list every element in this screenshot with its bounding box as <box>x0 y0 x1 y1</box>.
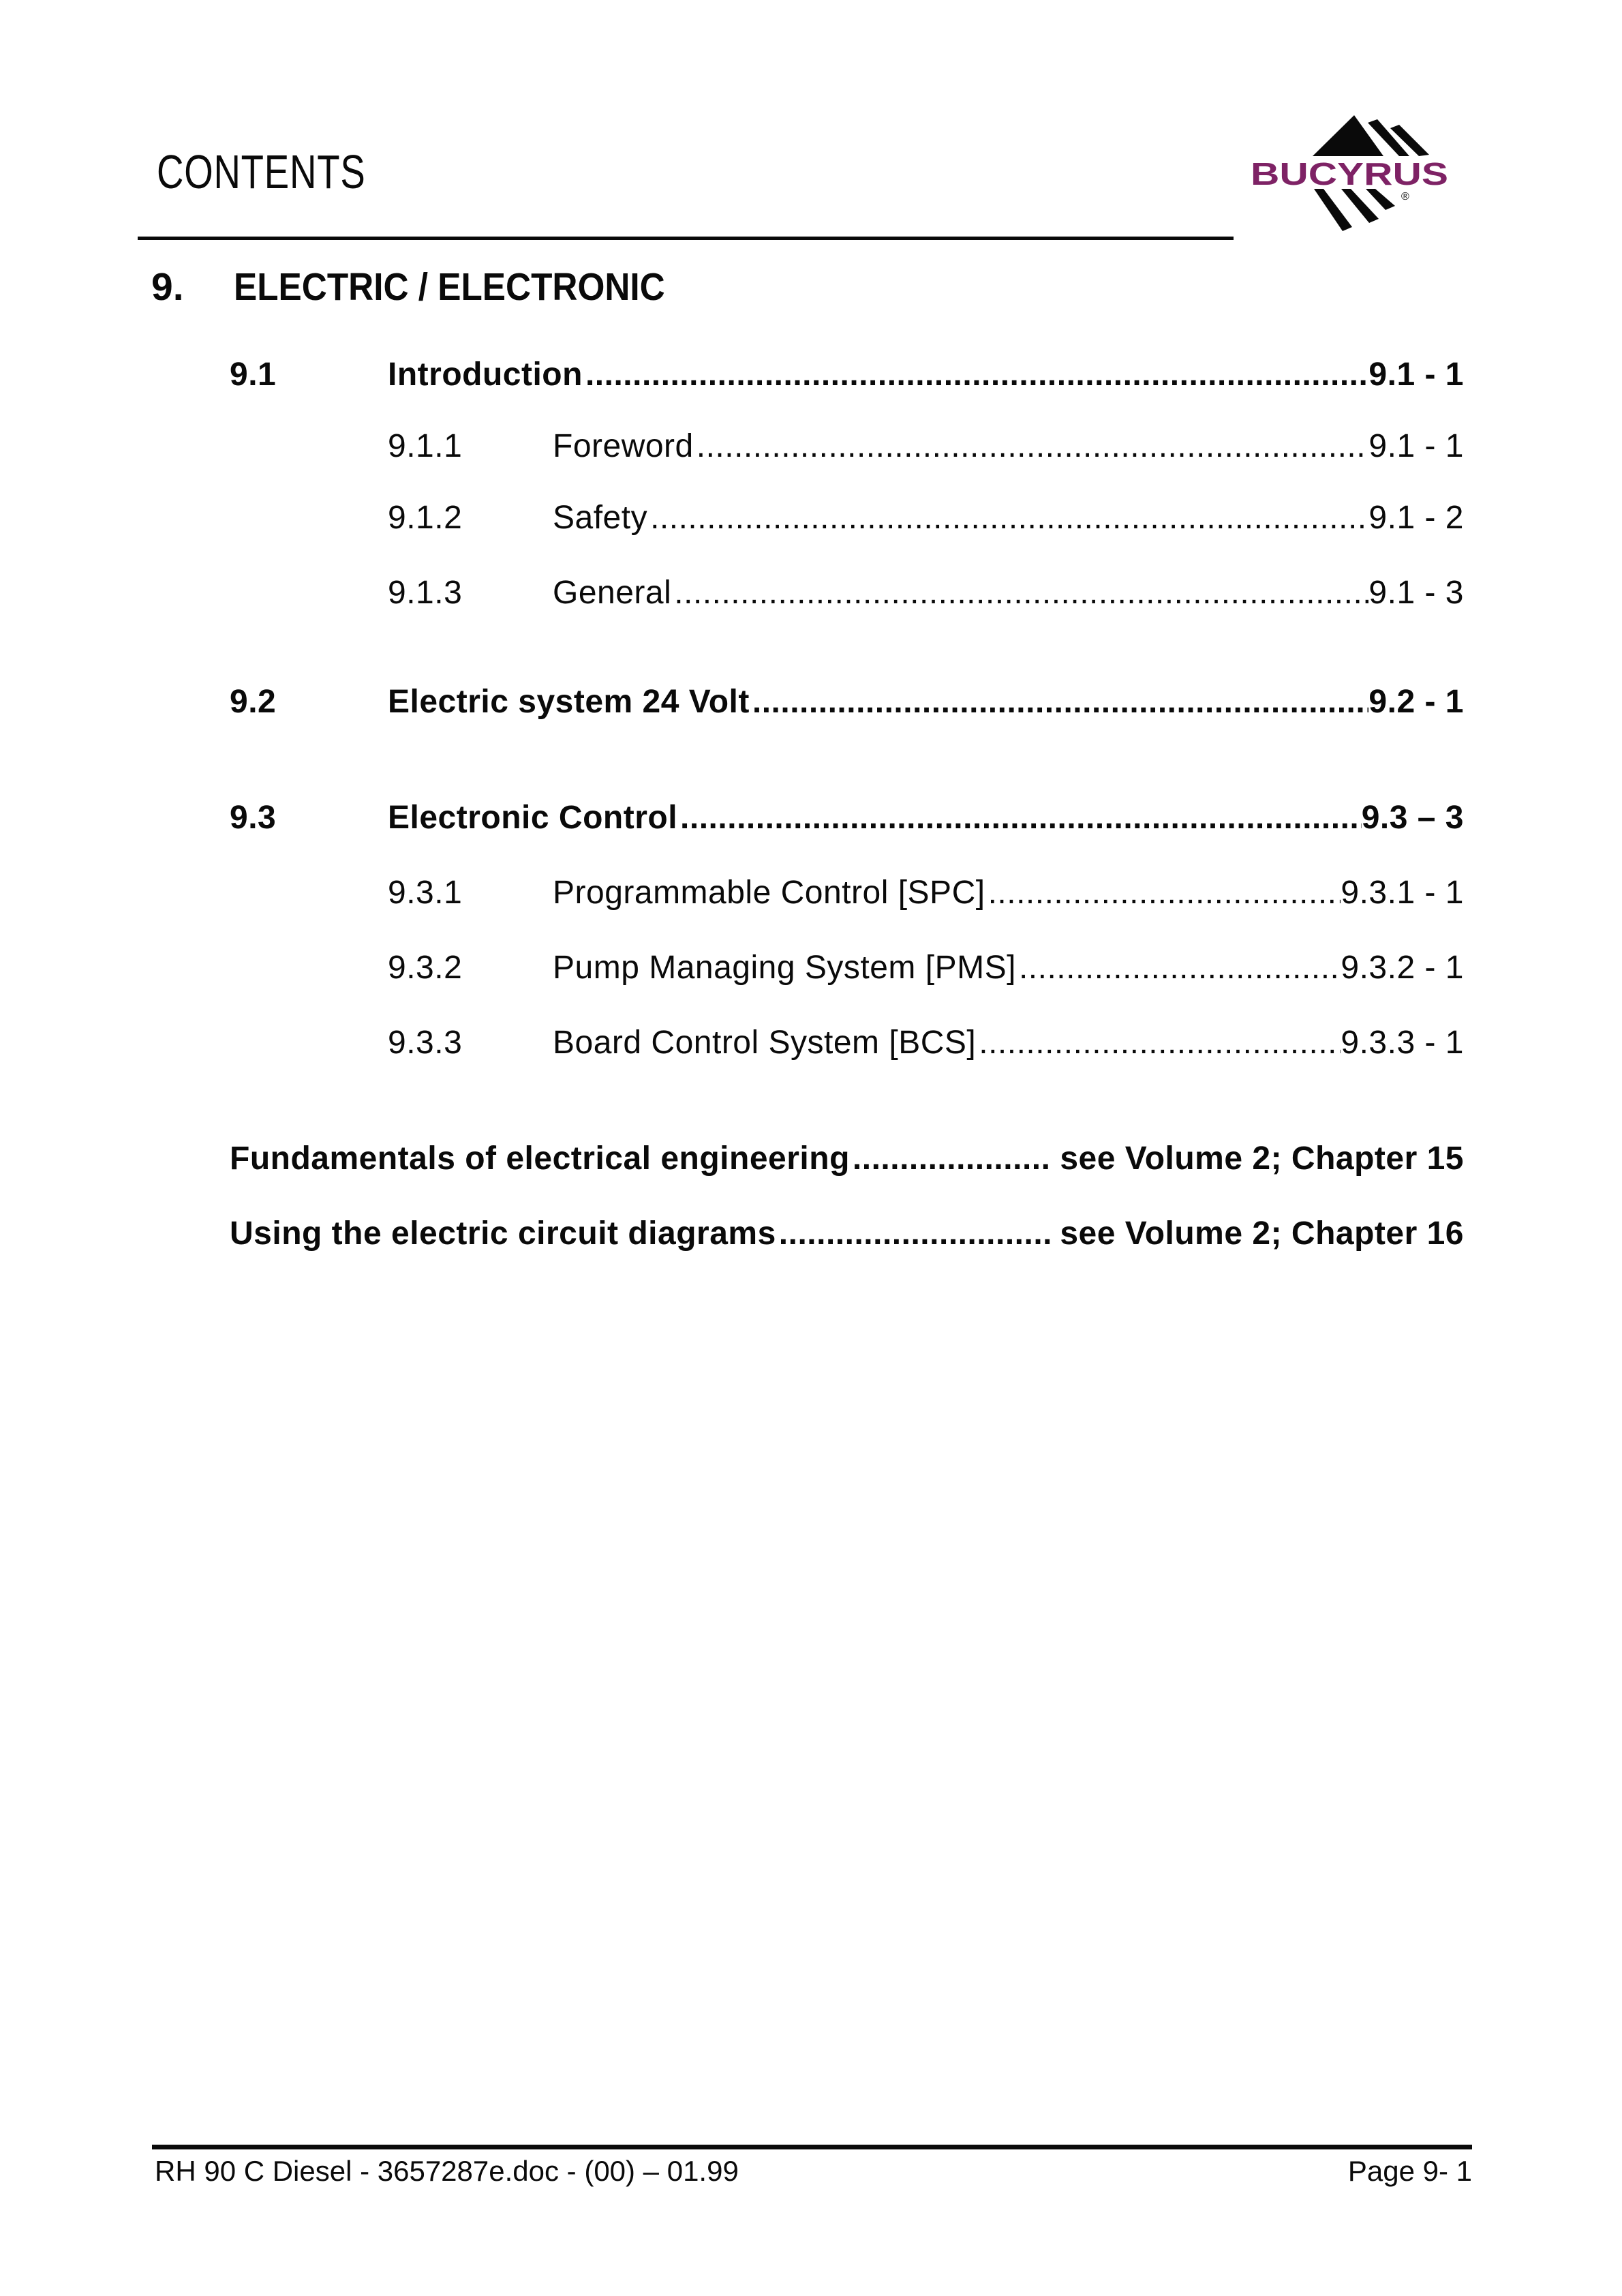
bucyrus-logo <box>1234 102 1465 239</box>
toc-number: 9.1.3 <box>388 575 463 611</box>
dot-leader <box>585 357 1368 393</box>
dot-leader <box>697 429 1369 464</box>
toc-title: Electronic Control <box>388 800 678 836</box>
toc-number: 9.3.3 <box>388 1025 463 1061</box>
toc-page-ref: 9.1 - 2 <box>1368 500 1464 536</box>
toc-title: Pump Managing System [PMS] <box>553 950 1016 986</box>
toc-title: General <box>553 575 672 611</box>
toc-row-9-3 <box>230 800 1464 836</box>
toc-page-ref: 9.1 - 1 <box>1368 428 1464 464</box>
toc-row-9-1-2 <box>388 500 1464 536</box>
toc-number: 9.3.1 <box>388 875 463 911</box>
chapter-title: ELECTRIC / ELECTRONIC <box>234 265 665 309</box>
toc-page-ref: 9.3.1 - 1 <box>1341 875 1464 911</box>
toc-page-ref: 9.1 - 3 <box>1368 575 1464 611</box>
logo-brand-text: BUCYRUS <box>1251 156 1448 192</box>
toc-row-9-3-1 <box>388 875 1464 911</box>
reference-target: see Volume 2; Chapter 16 <box>1060 1215 1464 1252</box>
chapter-number: 9. <box>151 265 184 309</box>
toc-title: Board Control System [BCS] <box>553 1025 977 1061</box>
footer-divider <box>152 2145 1472 2149</box>
reference-title: Fundamentals of electrical engineering <box>230 1141 850 1177</box>
toc-page-ref: 9.1 - 1 <box>1368 357 1464 393</box>
toc-row-9-1 <box>230 357 1464 393</box>
reference-title: Using the electric circuit diagrams <box>230 1215 776 1252</box>
reference-row-circuit-diagrams <box>230 1216 1464 1252</box>
toc-page-ref: 9.3.3 - 1 <box>1341 1025 1464 1061</box>
footer-page-number: Page 9- 1 <box>1347 2155 1472 2187</box>
logo-bottom-stripe-3-icon <box>1366 189 1395 210</box>
toc-page-ref: 9.2 - 1 <box>1368 684 1464 720</box>
registered-mark: ® <box>1401 191 1409 202</box>
toc-number: 9.3.2 <box>388 950 463 986</box>
toc-title: Programmable Control [SPC] <box>553 875 985 911</box>
toc-title: Introduction <box>388 357 583 393</box>
reference-target: see Volume 2; Chapter 15 <box>1060 1141 1464 1177</box>
dot-leader <box>650 500 1368 536</box>
toc-row-9-2 <box>230 684 1464 720</box>
footer-document-id: RH 90 C Diesel - 3657287e.doc - (00) – 01.99 <box>155 2155 739 2187</box>
reference-row-fundamentals <box>230 1141 1464 1177</box>
toc-number: 9.3 <box>230 800 277 836</box>
toc-row-9-3-3 <box>388 1025 1464 1061</box>
page-title: CONTENTS <box>157 145 366 198</box>
dot-leader <box>674 575 1368 611</box>
toc-number: 9.2 <box>230 684 277 720</box>
toc-number: 9.1.2 <box>388 500 463 536</box>
toc-row-9-1-1 <box>388 429 1464 464</box>
logo-bottom-stripe-1-icon <box>1314 189 1352 231</box>
toc-number: 9.1 <box>230 357 277 393</box>
toc-page-ref: 9.3 – 3 <box>1361 800 1464 836</box>
dot-leader <box>853 1141 1050 1177</box>
toc-title: Safety <box>553 500 648 536</box>
toc-title: Foreword <box>553 428 694 464</box>
dot-leader <box>779 1216 1051 1252</box>
dot-leader <box>1019 950 1341 986</box>
dot-leader <box>988 875 1341 911</box>
dot-leader <box>752 684 1369 720</box>
toc-row-9-3-2 <box>388 950 1464 986</box>
dot-leader <box>680 800 1362 836</box>
toc-number: 9.1.1 <box>388 428 463 464</box>
toc-row-9-1-3 <box>388 575 1464 611</box>
toc-page-ref: 9.3.2 - 1 <box>1341 950 1464 986</box>
header-divider <box>138 237 1234 240</box>
dot-leader <box>979 1025 1341 1061</box>
toc-title: Electric system 24 Volt <box>388 684 750 720</box>
